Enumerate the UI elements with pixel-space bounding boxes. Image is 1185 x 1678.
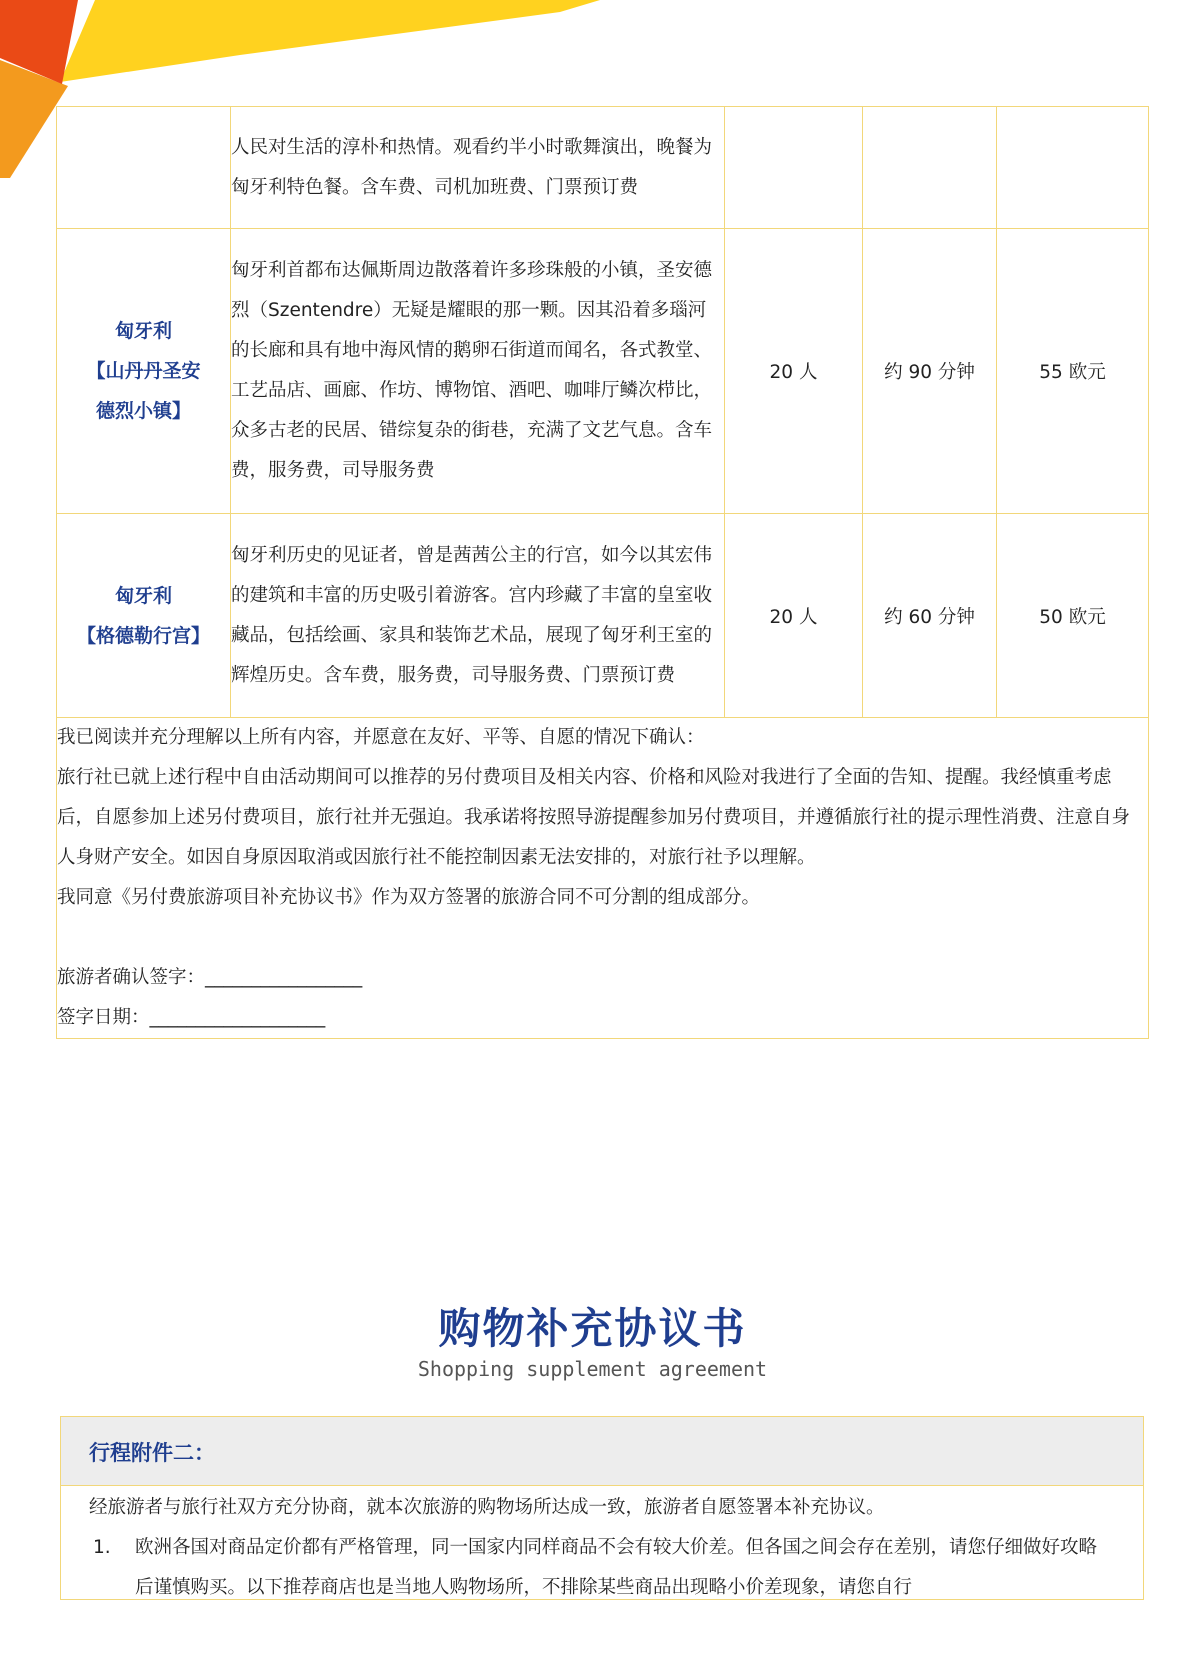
corner-yellow-stripe — [60, 0, 600, 82]
paid-activities-table — [56, 106, 1149, 1039]
activity-country: 匈牙利 — [114, 584, 172, 607]
price-cell: 55 欧元 — [997, 229, 1149, 514]
spacer — [57, 918, 1148, 958]
activity-name-line: 【格德勒行宫】 — [76, 624, 210, 647]
confirmation-paragraph: 旅行社已就上述行程中自由活动期间可以推荐的另付费项目及相关内容、价格和风险对我进行了全面的告知、提醒。我经慎重考虑后，自愿参加上述另付费项目，旅行社并无强迫。我承诺将按照导游提醒参加另付费项目，并遵循旅行社的提示理性消费、注意自身人身财产安全。如因自身原因取消或因旅行社不能控制因素无法安排的，对旅行社予以理解。 — [57, 767, 1131, 868]
price-cell — [997, 107, 1149, 229]
page-title: 购物补充协议书 — [438, 1304, 747, 1353]
annex-section — [60, 1416, 1144, 1600]
duration-cell: 约 90 分钟 — [863, 229, 997, 514]
activity-description: 匈牙利历史的见证者，曾是茜茜公主的行宫，如今以其宏伟的建筑和丰富的历史吸引着游客。宫内珍藏了丰富的皇室收藏品，包括绘画、家具和装饰艺术品，展现了匈牙利王室的辉煌历史。含车费，服务费，司导服务费、门票预订费 — [231, 514, 725, 718]
activity-name-cell — [57, 514, 231, 718]
activity-name-cell — [57, 229, 231, 514]
table-row — [57, 107, 1149, 229]
signature-field[interactable]: 旅游者确认签字：_________________ — [57, 967, 363, 988]
activity-name-line: 【山丹丹圣安 — [86, 360, 201, 382]
annex-intro: 经旅游者与旅行社双方充分协商，就本次旅游的购物场所达成一致，旅游者自愿签署本补充协议。 — [89, 1497, 885, 1518]
people-cell: 20 人 — [725, 514, 863, 718]
list-item-text: 欧洲各国对商品定价都有严格管理，同一国家内同样商品不会有较大价差。但各国之间会存在差别，请您仔细做好攻略后谨慎购买。以下推荐商店也是当地人购物场所，不排除某些商品出现略小价差现象，请您自行 — [135, 1537, 1098, 1598]
activity-name-line: 德烈小镇】 — [95, 400, 191, 422]
people-cell — [725, 107, 863, 229]
list-item-number: 1. — [93, 1537, 111, 1558]
page-subtitle: Shopping supplement agreement — [417, 1357, 768, 1381]
activity-name-cell — [57, 107, 231, 229]
date-field[interactable]: 签字日期：___________________ — [57, 1007, 326, 1028]
activity-description: 人民对生活的淳朴和热情。观看约半小时歌舞演出，晚餐为匈牙利特色餐。含车费、司机加班费、门票预订费 — [231, 107, 725, 229]
duration-cell: 约 60 分钟 — [863, 514, 997, 718]
duration-cell — [863, 107, 997, 229]
confirmation-agreement: 我同意《另付费旅游项目补充协议书》作为双方签署的旅游合同不可分割的组成部分。 — [57, 887, 761, 908]
confirmation-cell — [57, 718, 1149, 1039]
confirmation-intro: 我已阅读并充分理解以上所有内容，并愿意在友好、平等、自愿的情况下确认： — [57, 727, 705, 748]
table-row — [57, 229, 1149, 514]
annex-body — [61, 1486, 1143, 1600]
annex-heading: 行程附件二： — [89, 1441, 215, 1465]
price-cell: 50 欧元 — [997, 514, 1149, 718]
annex-header — [61, 1417, 1143, 1486]
table-row — [57, 514, 1149, 718]
activity-description: 匈牙利首都布达佩斯周边散落着许多珍珠般的小镇，圣安德烈（Szentendre）无疑是耀眼的那一颗。因其沿着多瑙河的长廊和具有地中海风情的鹅卵石街道而闻名，各式教堂、工艺品店、画廊、作坊、博物馆、酒吧、咖啡厅鳞次栉比，众多古老的民居、错综复杂的街巷，充满了文艺气息。含车费，服务费，司导服务费 — [231, 229, 725, 514]
activity-country: 匈牙利 — [114, 320, 172, 342]
people-cell: 20 人 — [725, 229, 863, 514]
confirmation-row — [57, 718, 1149, 1039]
list-item — [89, 1528, 1115, 1600]
